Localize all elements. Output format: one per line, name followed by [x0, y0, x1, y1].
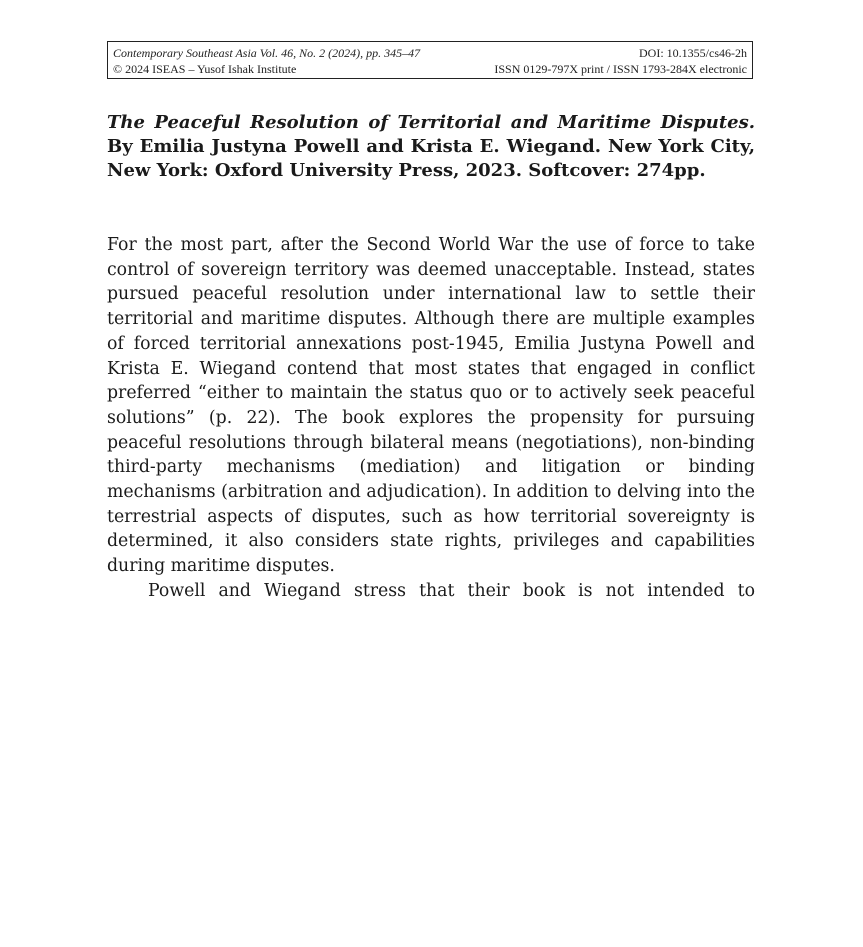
- header-row-top: [113, 45, 747, 61]
- book-details: By Emilia Justyna Powell and Krista E. Wiegand. New York City, New York: Oxford University Press, 2023. Softcover: 274pp.: [107, 136, 755, 181]
- review-heading: [107, 111, 755, 183]
- journal-header-box: [107, 41, 753, 79]
- body-paragraph-1: For the most part, after the Second World War the use of force to take control of sovereign territory was deemed unacceptable. Instead, states pursued peaceful resolution under international law to settle their territorial and maritime disputes. Although there are multiple examples of forced territorial annexations post-1945, Emilia Justyna Powell and Krista E. Wiegand contend that most states that engaged in conflict preferred “either to maintain the status quo or to actively seek peaceful solutions” (p. 22). The book explores the propensity for pursuing peaceful resolutions through bilateral means (negotiations), non-binding third-party mechanisms (mediation) and litigation or binding mechanisms (arbitration and adjudication). In addition to delving into the terrestrial aspects of disputes, such as how territorial sovereignty is determined, it also considers state rights, privileges and capabilities during maritime disputes.: [107, 235, 755, 577]
- journal-citation: Contemporary Southeast Asia Vol. 46, No. 2 (2024), pp. 345–47: [113, 46, 421, 60]
- header-row-bottom: [113, 61, 747, 77]
- doi-label: DOI: 10.1355/cs46-2h: [639, 46, 747, 60]
- copyright-notice: © 2024 ISEAS – Yusof Ishak Institute: [113, 62, 297, 76]
- issn-label: ISSN 0129-797X print / ISSN 1793-284X electronic: [494, 62, 747, 76]
- review-body: [107, 233, 755, 604]
- book-title: The Peaceful Resolution of Territorial and Maritime Disputes.: [107, 112, 755, 133]
- body-paragraph-2: Powell and Wiegand stress that their book is not intended to: [148, 580, 755, 601]
